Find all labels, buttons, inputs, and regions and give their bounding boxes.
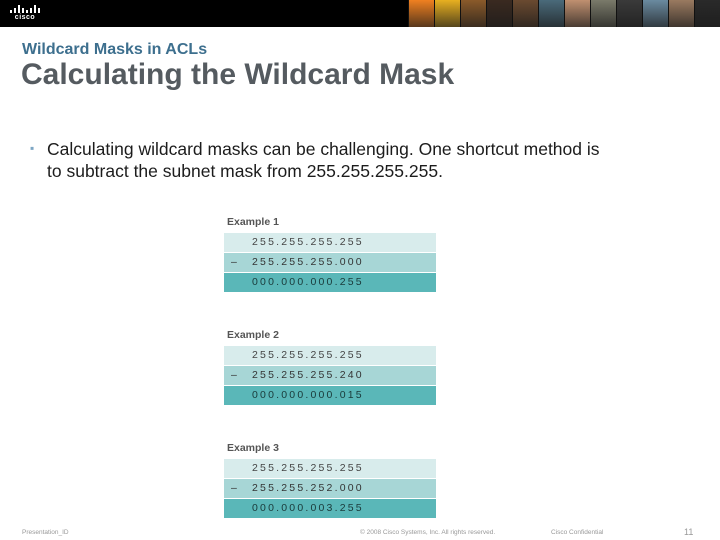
logo-wordmark: cisco bbox=[14, 14, 36, 21]
row-value: 000.000.003.255 bbox=[252, 502, 364, 514]
example-row bbox=[224, 366, 436, 385]
banner-photo bbox=[486, 0, 512, 27]
example-row bbox=[224, 459, 436, 478]
row-value: 255.255.255.255 bbox=[252, 236, 364, 248]
top-banner bbox=[0, 0, 720, 27]
banner-photo bbox=[408, 0, 434, 27]
page-number: 11 bbox=[684, 527, 694, 537]
row-value: 255.255.255.000 bbox=[252, 256, 364, 268]
row-value: 255.255.255.255 bbox=[252, 349, 364, 361]
slide-title: Calculating the Wildcard Mask bbox=[21, 58, 455, 91]
footer-presentation-id: Presentation_ID bbox=[22, 529, 69, 536]
banner-photo bbox=[590, 0, 616, 27]
example-row bbox=[224, 233, 436, 252]
footer-confidential: Cisco Confidential bbox=[551, 529, 604, 536]
row-operator: – bbox=[231, 369, 237, 381]
banner-photo bbox=[642, 0, 668, 27]
banner-photo bbox=[668, 0, 694, 27]
example-row bbox=[224, 479, 436, 498]
footer-copyright: © 2008 Cisco Systems, Inc. All rights reserved. bbox=[360, 529, 496, 536]
banner-photo bbox=[694, 0, 720, 27]
banner-photo bbox=[460, 0, 486, 27]
banner-photo bbox=[564, 0, 590, 27]
example-label: Example 2 bbox=[227, 329, 279, 341]
cisco-logo bbox=[9, 5, 41, 22]
row-operator: – bbox=[231, 482, 237, 494]
example-row bbox=[224, 253, 436, 272]
banner-photo-strip bbox=[408, 0, 720, 27]
banner-photo bbox=[616, 0, 642, 27]
example-row bbox=[224, 386, 436, 405]
logo-bars-icon bbox=[9, 5, 41, 13]
banner-photo bbox=[434, 0, 460, 27]
row-value: 000.000.000.015 bbox=[252, 389, 364, 401]
row-operator: – bbox=[231, 256, 237, 268]
row-value: 255.255.255.255 bbox=[252, 462, 364, 474]
bullet-text: Calculating wildcard masks can be challenging. One shortcut method is to subtract the subnet mask from 255.255.255.255. bbox=[47, 139, 600, 181]
row-value: 255.255.255.240 bbox=[252, 369, 364, 381]
bullet-square-icon: ▪ bbox=[30, 141, 35, 155]
example-row bbox=[224, 273, 436, 292]
example-row bbox=[224, 346, 436, 365]
section-subtitle: Wildcard Masks in ACLs bbox=[22, 41, 208, 58]
row-value: 255.255.252.000 bbox=[252, 482, 364, 494]
example-label: Example 3 bbox=[227, 442, 279, 454]
example-row bbox=[224, 499, 436, 518]
banner-photo bbox=[538, 0, 564, 27]
banner-photo bbox=[512, 0, 538, 27]
row-value: 000.000.000.255 bbox=[252, 276, 364, 288]
example-label: Example 1 bbox=[227, 216, 279, 228]
